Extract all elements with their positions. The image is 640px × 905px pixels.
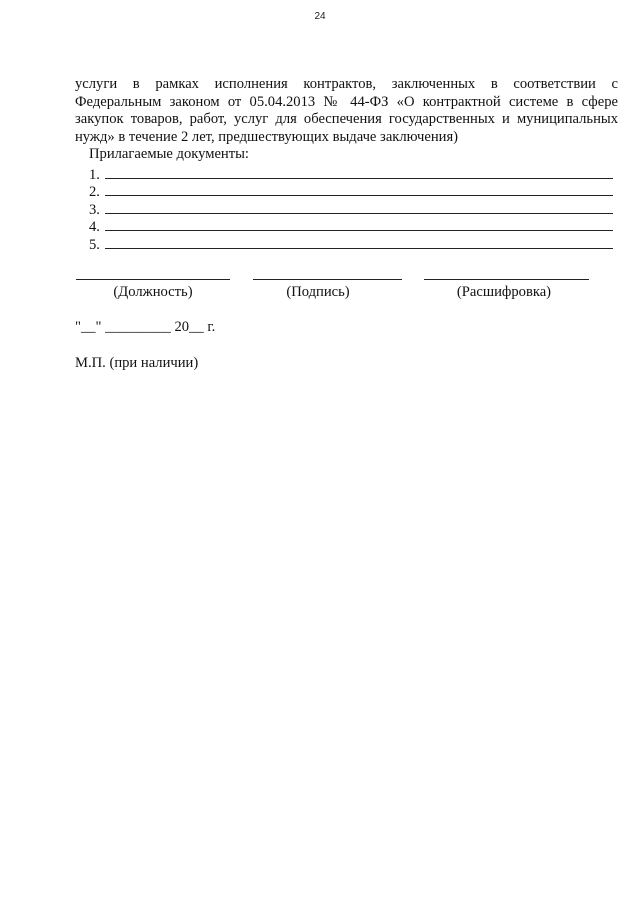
- transcript-signature-line: [424, 279, 589, 280]
- document-blank-line: [105, 184, 613, 196]
- transcript-label: (Расшифровка): [456, 284, 552, 300]
- paragraph-line: закупок товаров, работ, услуг для обеспечения государственных и муниципальных: [75, 111, 618, 127]
- date-line: "__" _________ 20__ г.: [75, 319, 216, 335]
- signature-label: (Подпись): [286, 284, 350, 300]
- document-item-number: 2.: [89, 184, 100, 200]
- document-item: [89, 164, 613, 182]
- document-item: [89, 199, 613, 217]
- body-paragraph: [75, 76, 618, 146]
- position-signature-line: [76, 279, 230, 280]
- signature-line: [253, 279, 402, 280]
- document-item: [89, 217, 613, 235]
- document-blank-line: [105, 167, 613, 179]
- document-blank-line: [105, 237, 613, 249]
- document-item-number: 5.: [89, 236, 100, 253]
- stamp-line: М.П. (при наличии): [75, 355, 199, 371]
- attached-documents-list: [89, 164, 613, 252]
- document-item-number: 4.: [89, 219, 100, 235]
- paragraph-line: услуги в рамках исполнения контрактов, заключенных в соответствии с: [75, 76, 618, 92]
- attached-documents-heading: Прилагаемые документы:: [89, 146, 249, 162]
- document-item-number: 3.: [89, 201, 100, 218]
- document-item-number: 1.: [89, 166, 100, 183]
- document-blank-line: [105, 202, 613, 214]
- document-item: [89, 234, 613, 252]
- page-number: 24: [314, 11, 326, 22]
- paragraph-line: нужд» в течение 2 лет, предшествующих выдаче заключения): [75, 128, 459, 145]
- document-item: [89, 182, 613, 200]
- position-label: (Должность): [113, 284, 193, 300]
- document-blank-line: [105, 219, 613, 231]
- paragraph-line: Федеральным законом от 05.04.2013 № 44-ФЗ «О контрактной системе в сфере: [75, 93, 618, 110]
